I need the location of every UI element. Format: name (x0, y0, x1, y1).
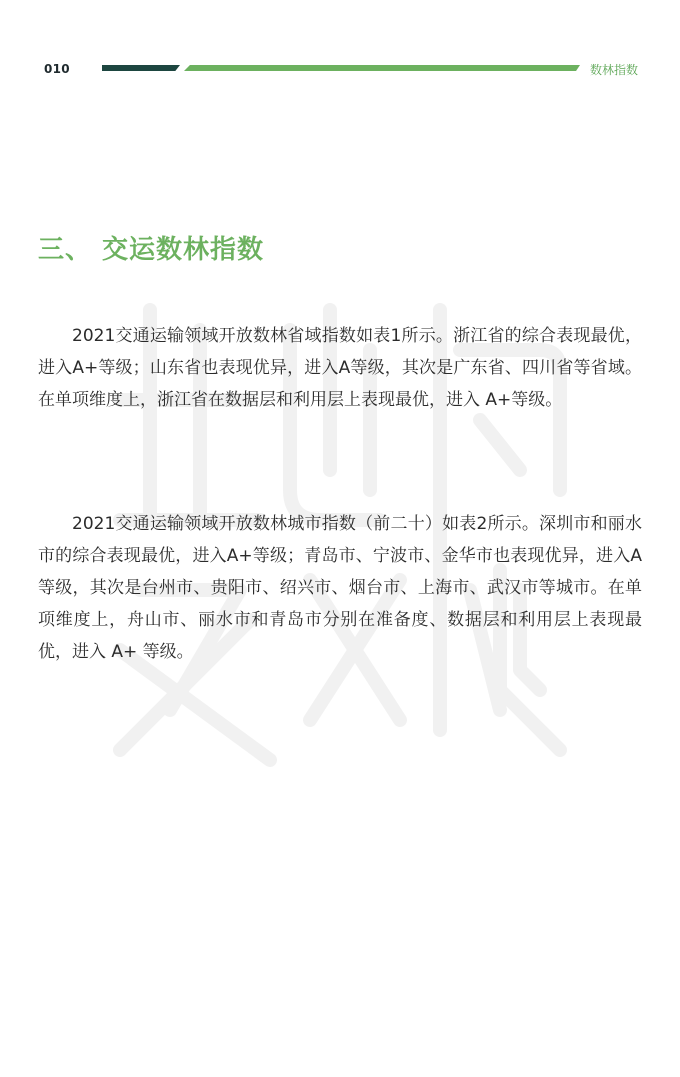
page-number: 010 (44, 62, 70, 76)
header-green-bar (184, 65, 580, 71)
section-title: 三、 交运数林指数 (38, 235, 265, 265)
header-dark-bar (102, 65, 180, 71)
paragraph-city-index: 2021交通运输领域开放数林城市指数（前二十）如表2所示。深圳市和丽水市的综合表现最优，进入A+等级；青岛市、宁波市、金华市也表现优异，进入A等级，其次是台州市、贵阳市、绍兴市、烟台市、上海市、武汉市等城市。在单项维度上，舟山市、丽水市和青岛市分别在准备度、数据层和利用层上表现最优，进入 A+ 等级。 (38, 514, 642, 662)
header-label: 数林指数 (589, 63, 638, 77)
paragraph-province-index: 2021交通运输领域开放数林省域指数如表1所示。浙江省的综合表现最优，进入A+等级；山东省也表现优异，进入A等级，其次是广东省、四川省等省域。在单项维度上，浙江省在数据层和利用层上表现最优，进入 A+等级。 (38, 326, 642, 410)
